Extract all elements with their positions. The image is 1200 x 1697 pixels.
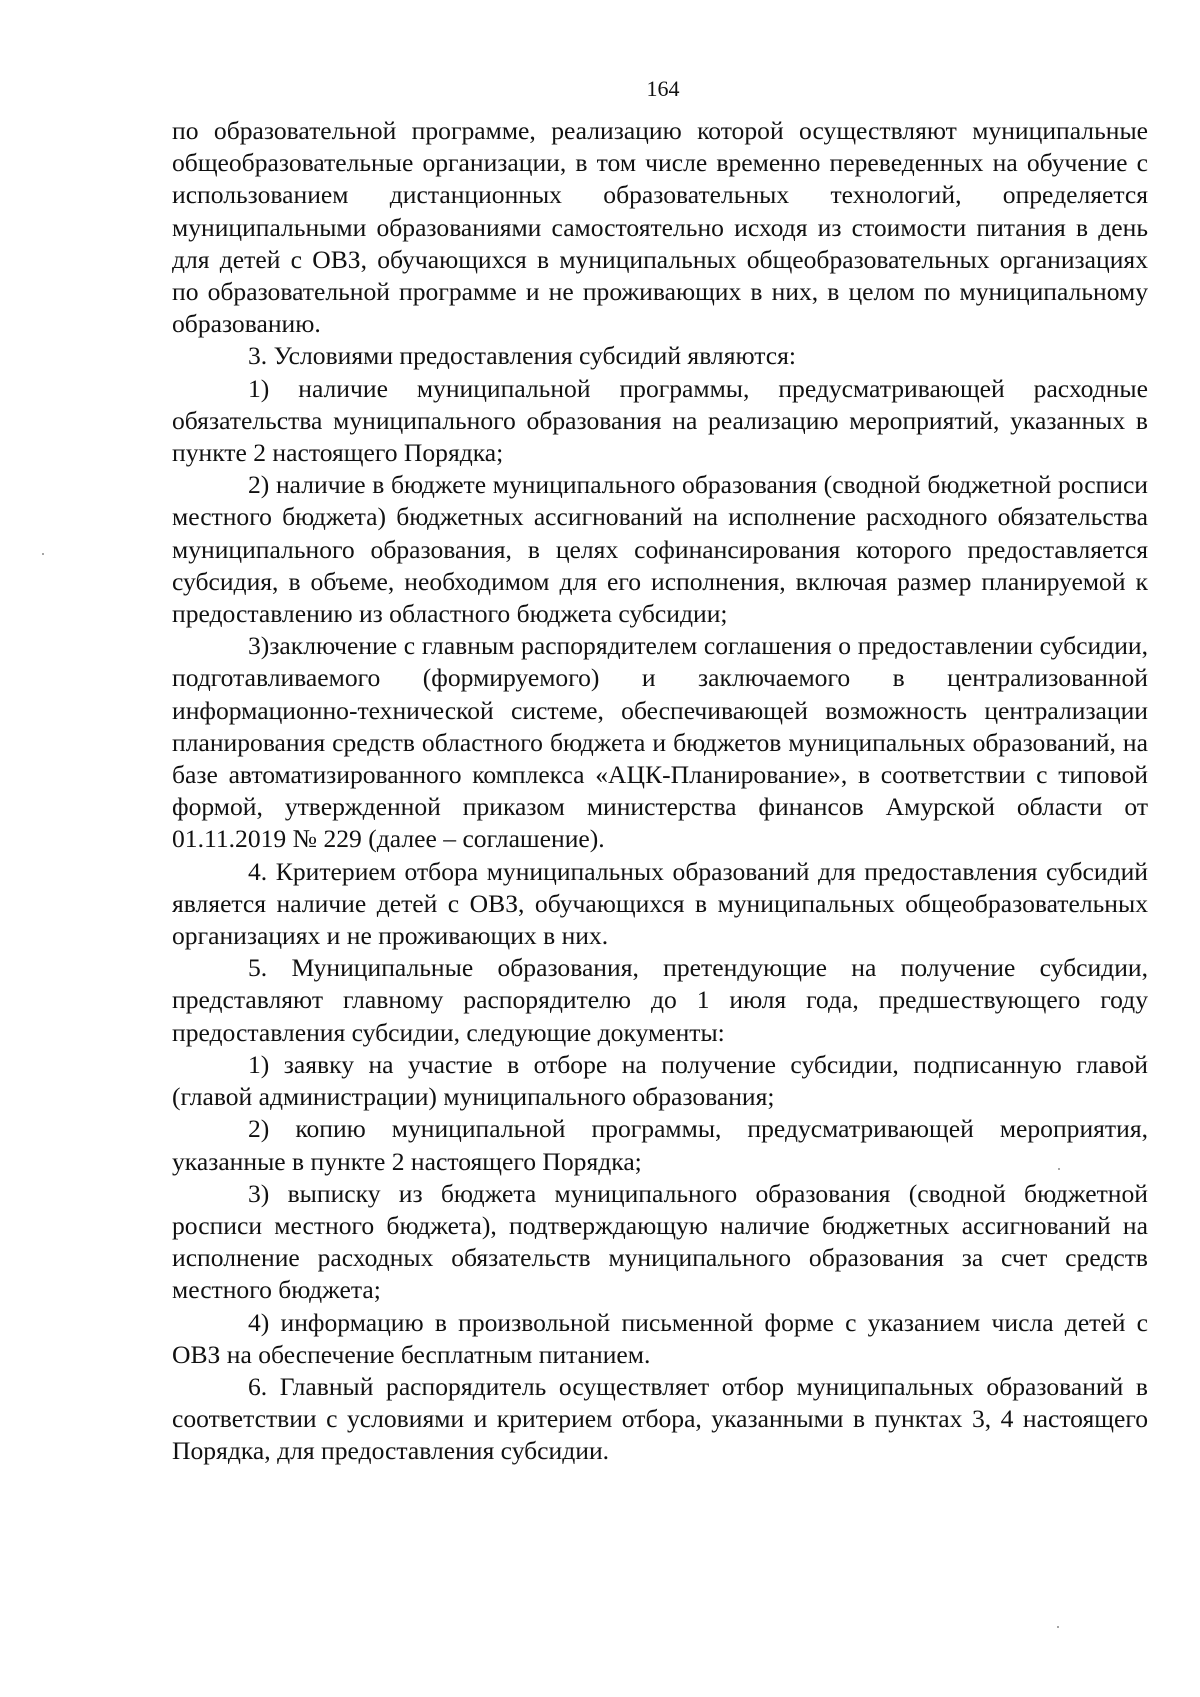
scan-speck — [1057, 1626, 1059, 1628]
paragraph-item-4: 4. Критерием отбора муниципальных образований для предоставления субсидий является наличие детей с ОВЗ, обучающихся в муниципальных общеобразовательных организациях и не проживающих в них. — [172, 856, 1148, 951]
paragraph-item-5-3: 3) выписку из бюджета муниципального образования (сводной бюджетной росписи местного бюджета), подтверждающую наличие бюджетных ассигнований на исполнение расходных обязательств муниципального образования за счет средств местного бюджета; — [172, 1178, 1148, 1305]
paragraph-item-6: 6. Главный распорядитель осуществляет отбор муниципальных образований в соответствии с условиями и критерием отбора, указанными в пунктах 3, 4 настоящего Порядка, для предоставления субсидии. — [172, 1371, 1148, 1466]
paragraph-item-5-2: 2) копию муниципальной программы, предусматривающей мероприятия, указанные в пункте 2 настоящего Порядка; — [172, 1114, 1148, 1176]
paragraph-item-3-1: 1) наличие муниципальной программы, предусматривающей расходные обязательства муниципального образования на реализацию мероприятий, указанных в пункте 2 настоящего Порядка; — [172, 373, 1148, 468]
paragraph-item-3: 3. Условиями предоставления субсидий являются: — [248, 341, 797, 371]
scan-speck — [1058, 1168, 1060, 1170]
scan-speck — [42, 553, 44, 555]
paragraph-item-3-2: 2) наличие в бюджете муниципального образования (сводной бюджетной росписи местного бюджета) бюджетных ассигнований на исполнение расходного обязательства муниципального образования, в целях софинансирования которого предоставляется субсидия, в объеме, необходимом для его исполнения, включая размер планируемой к предоставлению из областного бюджета субсидии; — [172, 470, 1148, 629]
document-body — [172, 115, 1148, 1468]
paragraph-item-5-4: 4) информацию в произвольной письменной форме с указанием числа детей с ОВЗ на обеспечение бесплатным питанием. — [172, 1307, 1148, 1369]
page-number: 164 — [646, 76, 680, 101]
paragraph-continuation: по образовательной программе, реализацию которой осуществляют муниципальные общеобразовательные организации, в том числе временно переведенных на обучение с использованием дистанционных образовательных технологий, определяется муниципальными образованиями самостоятельно исходя из стоимости питания в день для детей с ОВЗ, обучающихся в муниципальных общеобразовательных организациях по образовательной программе и не проживающих в них, в целом по муниципальному образованию. — [172, 116, 1148, 339]
paragraph-item-5-1: 1) заявку на участие в отборе на получение субсидии, подписанную главой (главой администрации) муниципального образования; — [172, 1049, 1148, 1112]
paragraph-item-3-3: 3)заключение с главным распорядителем соглашения о предоставлении субсидии, подготавливаемого (формируемого) и заключаемого в централизованной информационно-технической системе, обеспечивающей возможность централизации планирования средств областного бюджета и бюджетов муниципальных образований, на базе автоматизированного комплекса «АЦК-Планирование», в соответствии с типовой формой, утвержденной приказом министерства финансов Амурской области от 01.11.2019 № 229 (далее – соглашение). — [172, 631, 1148, 854]
paragraph-item-5: 5. Муниципальные образования, претендующие на получение субсидии, представляют главному распорядителю до 1 июля года, предшествующего году предоставления субсидии, следующие документы: — [172, 953, 1148, 1047]
